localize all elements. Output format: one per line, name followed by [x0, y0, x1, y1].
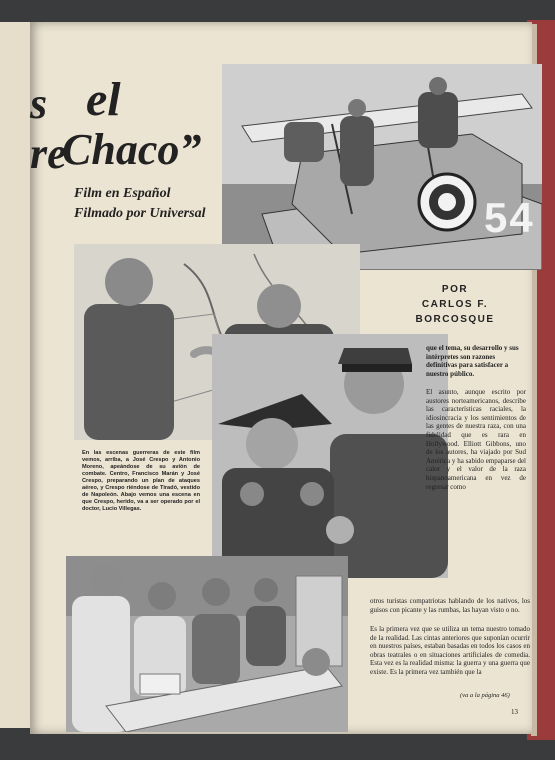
article-paragraph: Es la primera vez que se utiliza un tema nuestro tomado de la realidad. Las cintas anteriores que suponían ocurrir en nuestros países, estaban basadas en todos los casos en obras teatrales o en situaciones artificiales de comedia. Esta vez es la realidad misma: la guerra y una guerra que existe. Es la primera vez también que la — [370, 625, 530, 676]
article-paragraph: El asunto, aunque escrito por austores norteamericanos, describe las características raciales, la idiosincracia y los sentimientos de las gentes de nuestra raza, con una fidelidad que es rara en Hollywood. Elliott Gibbons, uno de los autores, ha viajado por Sud América y ha sabido empaparse del calor y el valor de la raza hispanoamericana en vez de regresar como — [426, 388, 526, 491]
photo-biplane — [222, 64, 542, 270]
subtitle-line: Filmado por Universal — [74, 206, 206, 221]
byline-author: BORCOSQUE — [415, 314, 495, 325]
title-fragment-left: s — [30, 79, 48, 128]
photo-operating-scene — [66, 556, 348, 732]
title-word-chaco: Chaco” — [62, 125, 202, 174]
page-number: 13 — [511, 708, 518, 716]
photo-caption: En las escenas guerreras de este film vemos, arriba, a José Crespo y Antonio Moreno, apeándose de su avión de combate. Centro, Francisco Marán y José Crespo, preparando un plan de ataques aéreo, y Crespo riéndose de Tiradó, vestido de Napoleón. Abajo vemos una escena en que Crespo, herido, va a ser operado por el doctor, Lucio Villegas. — [82, 450, 200, 512]
plane-marking: 54 — [484, 194, 535, 241]
continued-note: (va a la página 46) — [460, 692, 510, 699]
article-lead: que el tema, su desarrollo y sus intérpretes son razones definitivas para satisfacer a nuestro público. — [426, 344, 519, 378]
magazine-page — [30, 22, 535, 734]
byline-por: POR — [441, 284, 469, 295]
subtitle-line: Film en Español — [74, 186, 171, 201]
byline-author: CARLOS F. — [421, 299, 489, 310]
article-paragraph: otros turistas compatriotas hablando de los nativos, los guisos con picante y las rumbas, las hayan visto o no. — [370, 597, 530, 614]
title-word-el: el — [86, 73, 121, 126]
title-fragment-left: re — [30, 129, 67, 178]
photo-napoleon-scene — [212, 334, 448, 578]
